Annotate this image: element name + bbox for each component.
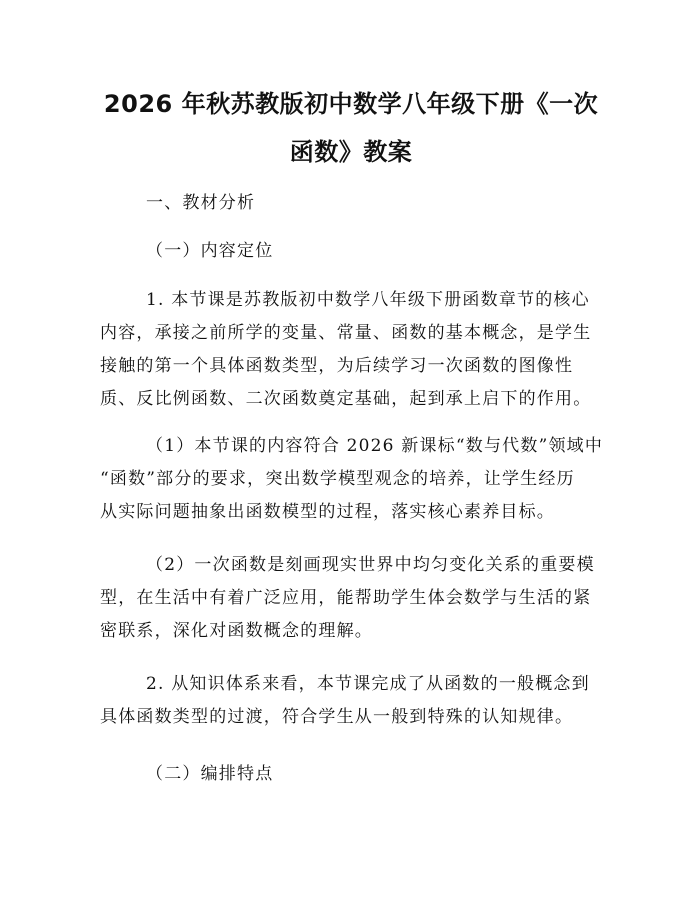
paragraph-line: 型，在生活中有着广泛应用，能帮助学生体会数学与生活的紧	[100, 588, 592, 608]
title-line: 2026 年秋苏教版初中数学八年级下册《一次	[103, 90, 599, 118]
document-title	[96, 80, 606, 176]
paragraph	[100, 284, 591, 416]
paragraph-line: （2）一次函数是刻画现实世界中均匀变化关系的重要模	[146, 555, 595, 575]
paragraph-line: 2. 从知识体系来看，本节课完成了从函数的一般概念到	[146, 674, 590, 694]
paragraph	[100, 430, 603, 529]
paragraph-line: 接触的第一个具体函数类型，为后续学习一次函数的图像性	[100, 356, 574, 376]
subsection-heading: （一）内容定位	[146, 241, 274, 261]
paragraph-line: （1）本节课的内容符合 2026 新课标“数与代数”领域中	[146, 436, 604, 456]
paragraph-line: 具体函数类型的过渡，符合学生从一般到特殊的认知规律。	[100, 707, 574, 727]
paragraph	[100, 668, 590, 734]
paragraph-line: 1. 本节课是苏教版初中数学八年级下册函数章节的核心	[146, 290, 590, 310]
subsection-heading: （二）编排特点	[146, 764, 274, 784]
section-heading: 一、教材分析	[146, 193, 256, 213]
paragraph-line: “函数”部分的要求，突出数学模型观念的培养，让学生经历	[100, 469, 575, 489]
paragraph-line: 从实际问题抽象出函数模型的过程，落实核心素养目标。	[100, 502, 555, 522]
paragraph-line: 密联系，深化对函数概念的理解。	[100, 621, 373, 641]
paragraph-line: 内容，承接之前所学的变量、常量、函数的基本概念，是学生	[100, 323, 592, 343]
paragraph-line: 质、反比例函数、二次函数奠定基础，起到承上启下的作用。	[100, 389, 592, 409]
paragraph	[100, 549, 595, 648]
title-line: 函数》教案	[289, 138, 413, 166]
